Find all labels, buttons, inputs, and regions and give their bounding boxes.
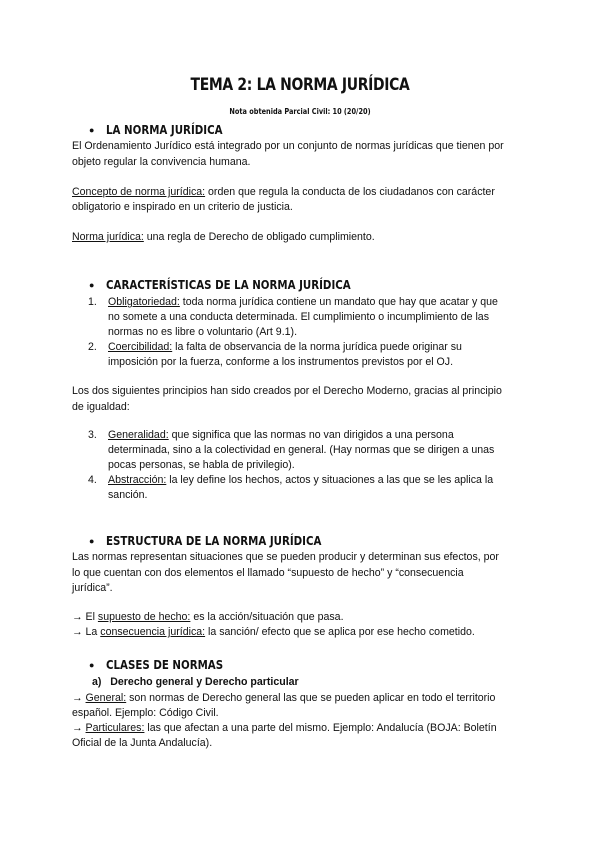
term-text: la falta de observancia de la norma jurídica puede originar su xyxy=(172,341,462,353)
term-label: Particulares: xyxy=(85,722,145,734)
list-item-line: no somete a una conducta determinada. El cumplimiento o incumplimiento de las xyxy=(108,311,489,323)
list-item-line: normas no es libre o voluntario (Art 9.1). xyxy=(108,326,298,338)
arrow-line xyxy=(72,610,537,626)
arrow-icon: → El xyxy=(72,611,98,623)
subsection-title: Derecho general y Derecho particular xyxy=(110,676,299,688)
paragraph-line: obligatorio e inspirado en un criterio de justicia. xyxy=(72,201,293,213)
list-item-line: determinada, sino a la colectividad en general. (Hay normas que se dirigen a unas xyxy=(108,444,495,456)
list-item-line xyxy=(108,428,528,444)
bullet-icon: ● xyxy=(89,660,95,670)
term-text: las que afectan a una parte del mismo. Ejemplo: Andalucía (BOJA: Boletín xyxy=(144,722,497,734)
arrow-icon: → xyxy=(72,722,86,734)
term-text: toda norma jurídica contiene un mandato que hay que acatar y que xyxy=(179,296,498,308)
section-heading-estructura: ESTRUCTURA DE LA NORMA JURÍDICA xyxy=(106,533,322,548)
definition-line xyxy=(72,230,537,246)
list-item-line xyxy=(108,295,528,311)
list-item-line: pocas personas, se habla de privilegio). xyxy=(108,459,295,471)
arrow-line xyxy=(72,691,537,707)
subsection-heading xyxy=(92,675,299,691)
paragraph-line: jurídica”. xyxy=(72,582,113,594)
term-text: orden que regula la conducta de los ciudadanos con carácter xyxy=(205,186,495,198)
definition-line xyxy=(72,185,537,201)
list-number: 1. xyxy=(88,296,97,308)
term-label: Generalidad: xyxy=(108,429,169,441)
page-title: TEMA 2: LA NORMA JURÍDICA xyxy=(190,75,410,95)
section-heading-caracteristicas: CARACTERÍSTICAS DE LA NORMA JURÍDICA xyxy=(106,277,351,292)
bullet-icon: ● xyxy=(89,280,95,290)
subsection-letter: a) xyxy=(92,676,102,688)
grade-note: Nota obtenida Parcial Civil: 10 (20/20) xyxy=(229,107,371,116)
bullet-icon: ● xyxy=(89,536,95,546)
term-label: General: xyxy=(85,692,127,704)
section-heading-clases: CLASES DE NORMAS xyxy=(106,657,224,672)
term-label: consecuencia jurídica: xyxy=(100,626,206,638)
bullet-icon: ● xyxy=(89,125,95,135)
arrow-line xyxy=(72,721,537,737)
paragraph-line: Las normas representan situaciones que se pueden producir y determinan sus efectos, por xyxy=(72,551,499,563)
list-number: 4. xyxy=(88,474,97,486)
term-label: Concepto de norma jurídica: xyxy=(72,186,206,198)
list-number: 2. xyxy=(88,341,97,353)
term-label: Norma jurídica: xyxy=(72,231,144,243)
arrow-line xyxy=(72,625,537,641)
term-text: una regla de Derecho de obligado cumplimiento. xyxy=(143,231,375,243)
paragraph-line: español. Ejemplo: Código Civil. xyxy=(72,707,219,719)
paragraph-line: Los dos siguientes principios han sido creados por el Derecho Moderno, gracias al principio xyxy=(72,385,502,397)
paragraph-line: El Ordenamiento Jurídico está integrado por un conjunto de normas jurídicas que tienen por xyxy=(72,140,504,152)
paragraph-line: lo que cuentan con dos elementos el llamado “supuesto de hecho” y “consecuencia xyxy=(72,567,464,579)
term-text: la ley define los hechos, actos y situaciones a las que se les aplica la xyxy=(166,474,494,486)
list-item-line xyxy=(108,473,528,489)
arrow-icon: → La xyxy=(72,626,101,638)
term-text: son normas de Derecho general las que se pueden aplicar en todo el territorio xyxy=(126,692,496,704)
section-heading-norma: LA NORMA JURÍDICA xyxy=(106,122,223,137)
term-label: supuesto de hecho: xyxy=(97,611,191,623)
term-text: es la acción/situación que pasa. xyxy=(190,611,344,623)
paragraph-line: objeto regular la convivencia humana. xyxy=(72,156,251,168)
paragraph-line: Oficial de la Junta Andalucía). xyxy=(72,737,213,749)
paragraph-line: de igualdad: xyxy=(72,401,130,413)
term-label: Abstracción: xyxy=(108,474,167,486)
list-number: 3. xyxy=(88,429,97,441)
list-item-line: imposición por la fuerza, conforme a los instrumentos previstos por el OJ. xyxy=(108,356,454,368)
arrow-icon: → xyxy=(72,692,86,704)
list-item-line: sanción. xyxy=(108,489,148,501)
list-item-line xyxy=(108,340,528,356)
term-label: Coercibilidad: xyxy=(108,341,173,353)
term-label: Obligatoriedad: xyxy=(108,296,180,308)
term-text: la sanción/ efecto que se aplica por ese hecho cometido. xyxy=(205,626,475,638)
term-text: que significa que las normas no van dirigidos a una persona xyxy=(168,429,454,441)
